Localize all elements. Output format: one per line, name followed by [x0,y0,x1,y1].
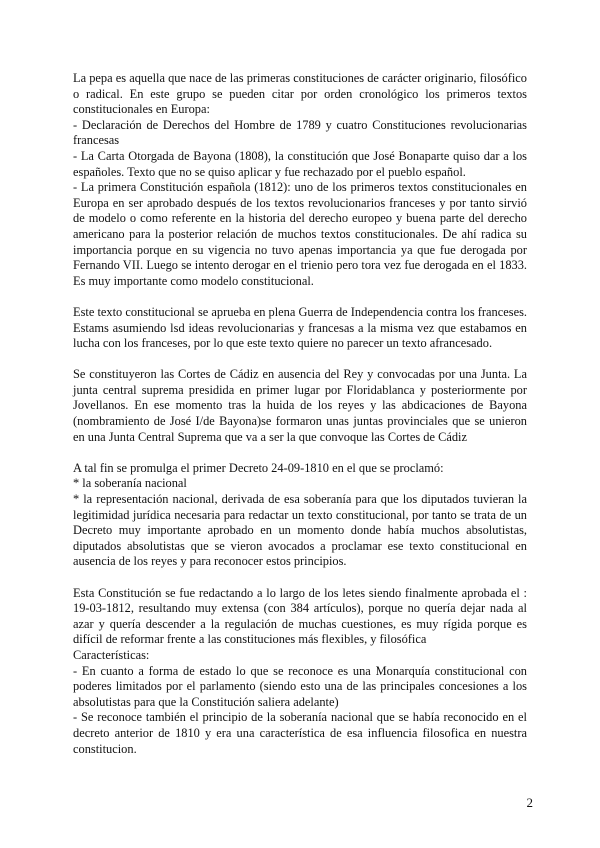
list-item-soberania-nacional: - Se reconoce también el principio de la soberanía nacional que se había reconocido en el decreto anterior de 1810 y era una característica de esa influencia filosofica en nuestra constitucion. [73,710,527,756]
paragraph-spacer [73,352,527,368]
paragraph-redaccion: Esta Constitución se fue redactando a lo largo de los letes siendo finalmente aprobada el : 19-03-1812, resultando muy extensa (con 384 artículos), porque no quería dejar nada al azar y quería descender a la regulación de muchas cuestiones, es muy rígida porque es difícil de reformar frente a las constituciones más flexibles, y filosófica [73,585,527,647]
list-item-representacion: * la representación nacional, derivada de esa soberanía para que los diputados tuvieran la legitimidad jurídica necesaria para redactar un texto constitucional, por tanto se trata de un Decreto muy importante aprobado en un momento donde había muchos absolutistas, diputados absolutistas que se vieron avocados a proclamar ese texto constitucional en ausencia de los reyes y para reconocer estos principios. [73,492,527,569]
list-item-carta-bayona: - La Carta Otorgada de Bayona (1808), la constitución que José Bonaparte quiso dar a los españoles. Texto que no se quiso aplicar y fue rechazado por el pueblo español. [73,148,527,179]
paragraph-guerra-independencia: Este texto constitucional se aprueba en plena Guerra de Independencia contra los franceses. Estams asumiendo lsd ideas revolucionarias y francesas a la misma vez que estabamos en lucha con los franceses, por lo que este texto quiere no parecer un texto afrancesado. [73,304,527,351]
paragraph-intro: La pepa es aquella que nace de las primeras constituciones de carácter originario, filosófico o radical. En este grupo se pueden citar por orden cronológico los primeros textos constitucionales en Europa: [73,71,527,117]
list-item-constitucion-1812: - La primera Constitución española (1812): uno de los primeros textos constitucionales en Europa en ser aprobado después de los textos revolucionarios franceses y por tanto sirvió de modelo o como referente en la historia del derecho europeo y buena parte del derecho americano para la posterior relación de muchos textos constitucionales. De ahí radica su importancia porque en su vigencia no tuvo apenas importancia ya que fue derogada por Fernando VII. Luego se intento derogar en el trienio pero tora vez fue derogada en el 1833. Es muy importante como modelo constitucional. [73,180,527,288]
paragraph-cortes-cadiz: Se constituyeron las Cortes de Cádiz en ausencia del Rey y convocadas por una Junta. La junta central suprema presidida en primer lugar por Floridablanca y posteriormente por Jovellanos. En ese momento tras la huida de los reyes y las abdicaciones de Bayona (nombramiento de José I/de Bayona)se formaron unas juntas provinciales que se unieron en una Junta Central Suprema que va a ser la que convoque las Cortes de Cádiz [73,367,527,444]
page-number: 2 [526,795,533,810]
list-item-declaracion: - Declaración de Derechos del Hombre de 1789 y cuatro Constituciones revolucionarias francesas [73,117,527,148]
paragraph-spacer [73,289,527,305]
list-item-soberania: * la soberanía nacional [73,476,187,491]
document-body [73,71,527,757]
paragraph-decreto: A tal fin se promulga el primer Decreto 24-09-1810 en el que se proclamó: [73,460,444,475]
paragraph-spacer [73,570,527,586]
heading-caracteristicas: Características: [73,647,150,662]
paragraph-spacer [73,445,527,461]
list-item-monarquia: - En cuanto a forma de estado lo que se reconoce es una Monarquía constitucional con poderes limitados por el parlamento (siendo esto una de las principales concesiones a los absolutistas para que la Constitución saliera adelante) [73,663,527,709]
